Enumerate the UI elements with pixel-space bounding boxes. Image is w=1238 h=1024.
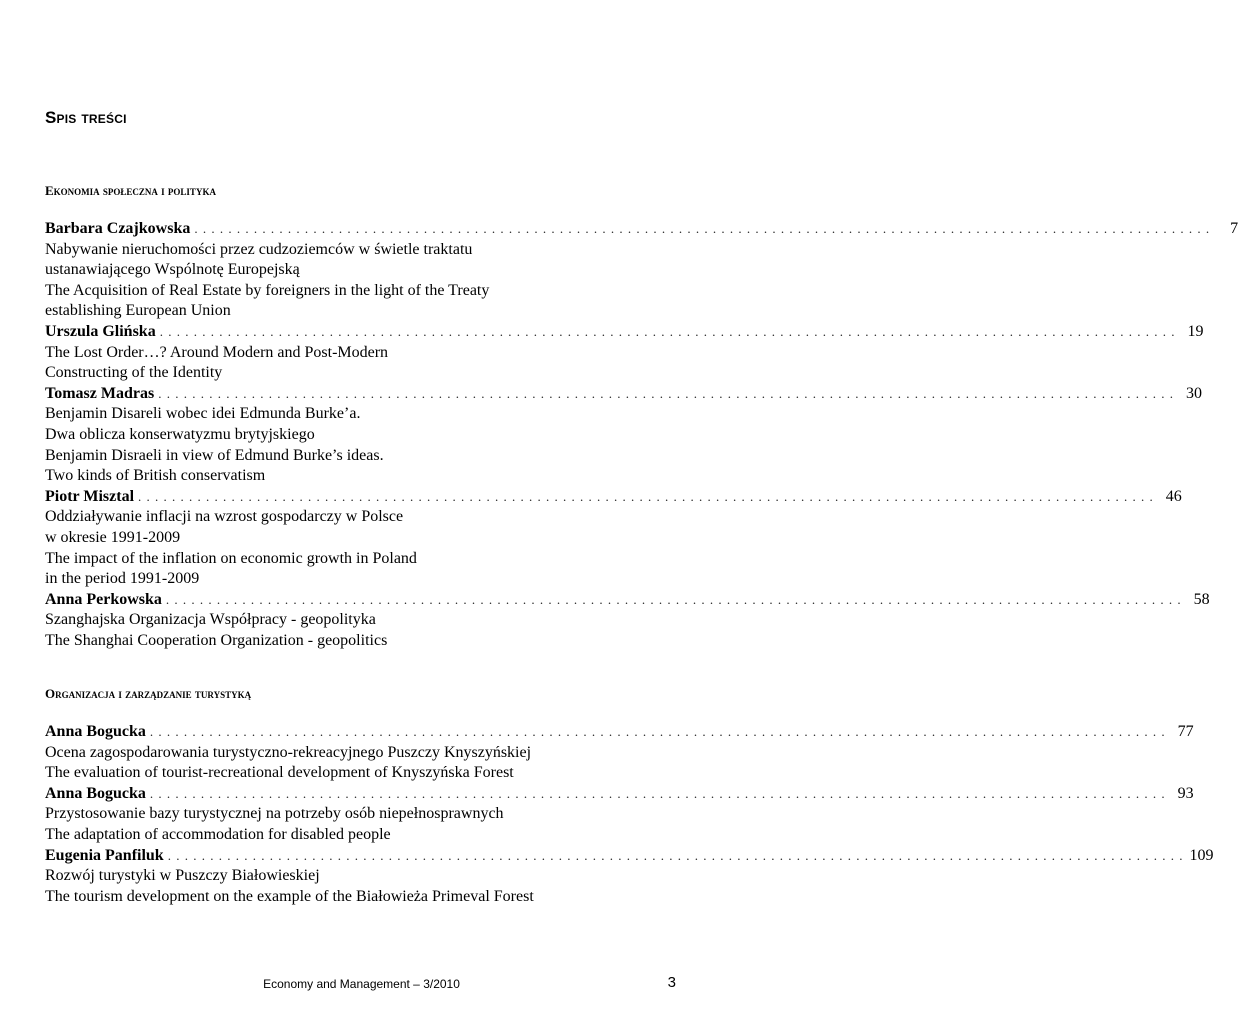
toc-entry-title-line: ustanawiającego Wspólnotę Europejską — [45, 261, 300, 279]
toc-entry-author-line — [45, 590, 1210, 611]
dot-leader: . . . . . . . . . . . . . . . . . . . . . . . . . . . . . . . . . . . . . . . . . . . . . . . . . . . . . . . . . . . . . . . . . . . . . . . . . . . . . . . . . . . . . . . . . . . . . . . . . . . . . . . . . . . . . . . . . . . . . . . . — [194, 221, 1211, 236]
toc-entry-author: Urszula Glińska — [45, 322, 156, 340]
toc-entry-title-line: The evaluation of tourist-recreational development of Knyszyńska Forest — [45, 764, 514, 782]
toc-entry-page-number: 46 — [1165, 487, 1182, 505]
toc-entry-author: Anna Bogucka — [45, 723, 146, 740]
toc-entry-title-line: in the period 1991-2009 — [45, 570, 200, 588]
toc-entry-title-line: The adaptation of accommodation for disabled people — [45, 825, 391, 843]
page-title: Spis treści — [45, 108, 127, 127]
toc-entry[interactable] — [45, 846, 1214, 908]
toc-entry-title-line: Constructing of the Identity — [45, 364, 223, 382]
section-heading: Ekonomia społeczna i polityka — [45, 183, 216, 198]
toc-entry-author-line — [45, 219, 1238, 240]
toc-entry-title-line: The impact of the inflation on economic growth in Poland — [45, 549, 417, 567]
toc-section-economy — [45, 183, 1238, 651]
toc-entry-title-line: establishing European Union — [45, 302, 231, 320]
section-heading: Organizacja i zarządzanie turystyką — [45, 686, 252, 701]
dot-leader: . . . . . . . . . . . . . . . . . . . . . . . . . . . . . . . . . . . . . . . . . . . . . . . . . . . . . . . . . . . . . . . . . . . . . . . . . . . . . . . . . . . . . . . . . . . . . . . . . . . . . . . . . . . . . . . . . . . . . . . . — [159, 323, 1176, 339]
toc-entry[interactable] — [45, 384, 1202, 487]
toc-entry-author: Anna Bogucka — [45, 784, 146, 802]
dot-leader: . . . . . . . . . . . . . . . . . . . . . . . . . . . . . . . . . . . . . . . . . . . . . . . . . . . . . . . . . . . . . . . . . . . . . . . . . . . . . . . . . . . . . . . . . . . . . . . . . . . . . . . . . . . . . . . . . . . . . . . . — [138, 488, 1154, 504]
toc-entry-title-line: Ocena zagospodarowania turystyczno-rekreacyjnego Puszczy Knyszyńskiej — [45, 743, 532, 761]
toc-entry-title-line: Oddziaływanie inflacji na wzrost gospodarczy w Polsce — [45, 508, 404, 526]
toc-entry-title-line: Two kinds of British conservatism — [45, 467, 266, 485]
toc-entry-title-line: Benjamin Disraeli in view of Edmund Burke’s ideas. — [45, 446, 384, 464]
toc-entry-author: Eugenia Panfiluk — [45, 846, 164, 864]
toc-entry-author-line — [45, 722, 1194, 743]
toc-entry-title-line: The tourism development on the example of the Białowieża Primeval Forest — [45, 887, 534, 905]
toc-entry[interactable] — [45, 219, 1238, 322]
toc-entry-author-line — [45, 784, 1194, 805]
toc-entry-title-line: Nabywanie nieruchomości przez cudzoziemców w świetle traktatu — [45, 240, 473, 258]
toc-entry-author-line — [45, 322, 1204, 343]
toc-entry-author-line — [45, 846, 1214, 867]
toc-entry-page-number: 109 — [1189, 846, 1214, 864]
toc-entry-page-number: 77 — [1177, 723, 1194, 740]
toc-entry-title-line: Rozwój turystyki w Puszczy Białowieskiej — [45, 867, 320, 885]
dot-leader: . . . . . . . . . . . . . . . . . . . . . . . . . . . . . . . . . . . . . . . . . . . . . . . . . . . . . . . . . . . . . . . . . . . . . . . . . . . . . . . . . . . . . . . . . . . . . . . . . . . . . . . . . . . . . . . . . . . . . . . . — [167, 847, 1184, 863]
toc-entry-author: Anna Perkowska — [45, 590, 162, 608]
toc-entry-title-line: Szanghajska Organizacja Współpracy - geopolityka — [45, 611, 376, 629]
toc-entry-title-line: The Lost Order…? Around Modern and Post-Modern — [45, 343, 389, 361]
toc-entry-title-line: Dwa oblicza konserwatyzmu brytyjskiego — [45, 425, 315, 443]
toc-entry-page-number: 19 — [1187, 322, 1204, 340]
dot-leader: . . . . . . . . . . . . . . . . . . . . . . . . . . . . . . . . . . . . . . . . . . . . . . . . . . . . . . . . . . . . . . . . . . . . . . . . . . . . . . . . . . . . . . . . . . . . . . . . . . . . . . . . . . . . . . . . . . . . . . . . — [149, 785, 1166, 801]
toc-entry[interactable] — [45, 322, 1204, 384]
dot-leader: . . . . . . . . . . . . . . . . . . . . . . . . . . . . . . . . . . . . . . . . . . . . . . . . . . . . . . . . . . . . . . . . . . . . . . . . . . . . . . . . . . . . . . . . . . . . . . . . . . . . . . . . . . . . . . . . . . . . . . . . — [158, 385, 1174, 401]
toc-entry-page-number: 30 — [1185, 384, 1202, 402]
toc-entry-author: Barbara Czajkowska — [45, 220, 191, 237]
toc-entry-author-line — [45, 384, 1202, 405]
toc-entry-title-line: The Shanghai Cooperation Organization - geopolitics — [45, 631, 388, 649]
footer-page-number: 3 — [667, 974, 676, 991]
toc-entry[interactable] — [45, 784, 1194, 846]
toc-entry-author: Tomasz Madras — [45, 384, 155, 402]
footer-journal-title: Economy and Management – 3/2010 — [263, 977, 460, 991]
toc-entry[interactable] — [45, 487, 1182, 590]
dot-leader: . . . . . . . . . . . . . . . . . . . . . . . . . . . . . . . . . . . . . . . . . . . . . . . . . . . . . . . . . . . . . . . . . . . . . . . . . . . . . . . . . . . . . . . . . . . . . . . . . . . . . . . . . . . . . . . . . . . . . . . . — [149, 724, 1166, 739]
toc-entry-author: Piotr Misztal — [45, 487, 135, 505]
toc-entry-title-line: w okresie 1991-2009 — [45, 528, 181, 546]
toc-entry-page-number: 7 — [1230, 220, 1238, 237]
dot-leader: . . . . . . . . . . . . . . . . . . . . . . . . . . . . . . . . . . . . . . . . . . . . . . . . . . . . . . . . . . . . . . . . . . . . . . . . . . . . . . . . . . . . . . . . . . . . . . . . . . . . . . . . . . . . . . . . . . . . . . . . — [165, 591, 1182, 607]
toc-entry-title-line: Przystosowanie bazy turystycznej na potrzeby osób niepełnosprawnych — [45, 805, 504, 823]
toc-entry[interactable] — [45, 722, 1194, 784]
toc-entry[interactable] — [45, 590, 1210, 652]
toc-entry-title-line: The Acquisition of Real Estate by foreigners in the light of the Treaty — [45, 281, 490, 299]
toc-section-tourism — [45, 686, 1214, 907]
toc-entry-page-number: 58 — [1193, 590, 1210, 608]
toc-entry-author-line — [45, 487, 1182, 508]
toc-entry-title-line: Benjamin Disareli wobec idei Edmunda Burke’a. — [45, 405, 361, 423]
toc-entry-page-number: 93 — [1177, 784, 1194, 802]
